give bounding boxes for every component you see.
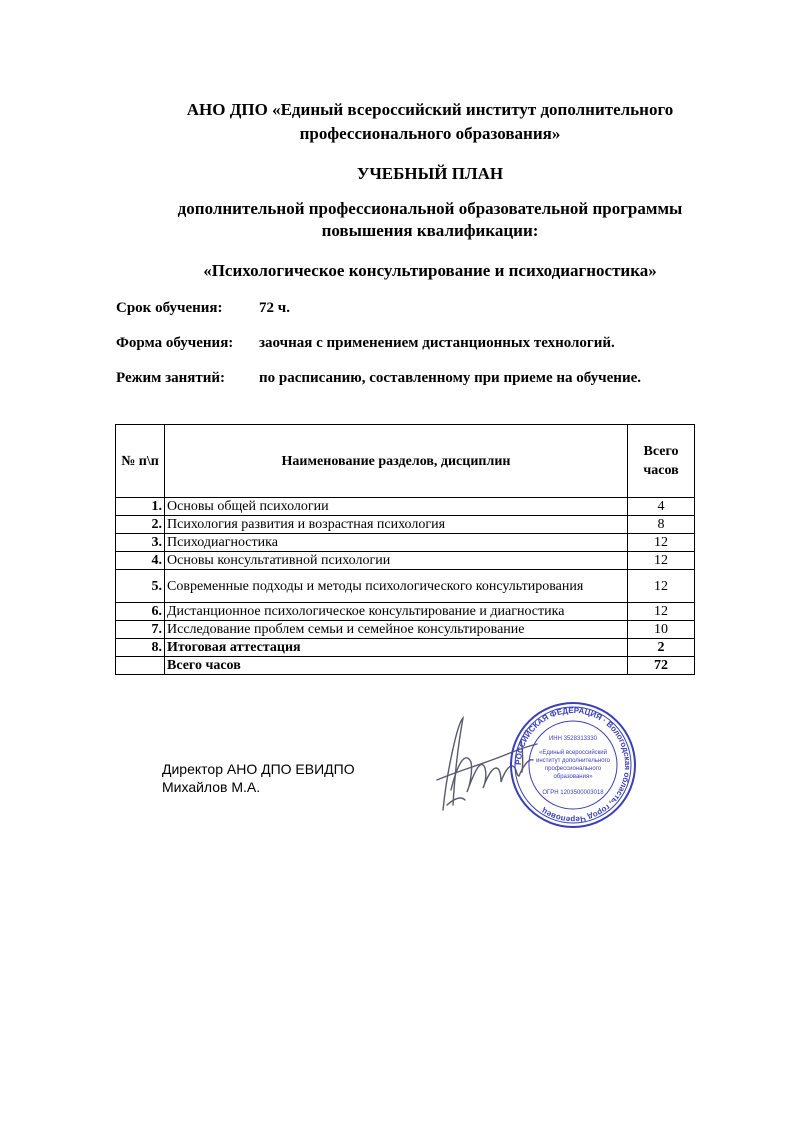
row-num: 5. xyxy=(116,570,165,603)
row-hours: 12 xyxy=(628,534,695,552)
stamp-inner-line2: институт дополнительного xyxy=(536,758,610,764)
document-title: УЧЕБНЫЙ ПЛАН xyxy=(356,164,504,183)
duration-value: 72 ч. xyxy=(259,300,290,316)
header-name: Наименование разделов, дисциплин xyxy=(165,425,628,498)
organization-name-line2: профессионального образования» xyxy=(299,124,561,143)
director-name: Михайлов М.А. xyxy=(162,779,261,795)
organization-name xyxy=(0,98,800,146)
table-row xyxy=(116,552,695,570)
row-name: Итоговая аттестация xyxy=(165,639,628,657)
total-row xyxy=(116,657,695,675)
total-num xyxy=(116,657,165,675)
row-name: Исследование проблем семьи и семейное консультирование xyxy=(165,621,628,639)
header-hours-line2: часов xyxy=(643,463,679,478)
row-hours: 2 xyxy=(628,639,695,657)
row-name: Основы консультативной психологии xyxy=(165,552,628,570)
document-subtitle xyxy=(0,198,800,242)
director-signature-block xyxy=(162,760,355,796)
row-hours: 12 xyxy=(628,570,695,603)
organization-stamp xyxy=(508,700,638,830)
mode-row xyxy=(116,369,641,387)
row-hours: 4 xyxy=(628,498,695,516)
director-position: Директор АНО ДПО ЕВИДПО xyxy=(162,761,355,777)
row-num: 1. xyxy=(116,498,165,516)
table-row xyxy=(116,621,695,639)
mode-label: Режим занятий: xyxy=(116,370,226,386)
table-row xyxy=(116,516,695,534)
row-name: Современные подходы и методы психологического консультирования xyxy=(165,570,628,603)
row-num: 4. xyxy=(116,552,165,570)
table-row xyxy=(116,534,695,552)
stamp-inner-line4: образования» xyxy=(553,774,593,780)
curriculum-table xyxy=(115,424,695,675)
organization-name-line1: АНО ДПО «Единый всероссийский институт дополнительного xyxy=(186,100,674,119)
table-row xyxy=(116,603,695,621)
duration-row xyxy=(116,299,290,317)
table-row xyxy=(116,639,695,657)
stamp-inner-line1: «Единый всероссийский xyxy=(539,750,607,756)
row-hours: 12 xyxy=(628,552,695,570)
row-num: 7. xyxy=(116,621,165,639)
header-hours xyxy=(628,425,695,498)
row-name: Психодиагностика xyxy=(165,534,628,552)
header-num: № п\п xyxy=(116,425,165,498)
row-name: Психология развития и возрастная психология xyxy=(165,516,628,534)
form-row xyxy=(116,334,615,352)
row-num: 2. xyxy=(116,516,165,534)
table-row xyxy=(116,570,695,603)
mode-value: по расписанию, составленному при приеме на обучение. xyxy=(259,370,641,386)
row-name: Основы общей психологии xyxy=(165,498,628,516)
stamp-ogrn: ОГРН 1203500003018 xyxy=(542,790,604,796)
form-label: Форма обучения: xyxy=(116,335,234,351)
row-num: 6. xyxy=(116,603,165,621)
table-header-row xyxy=(116,425,695,498)
total-label: Всего часов xyxy=(165,657,628,675)
row-num: 8. xyxy=(116,639,165,657)
document-subtitle-line1: дополнительной профессиональной образовательной программы xyxy=(177,199,683,218)
row-hours: 12 xyxy=(628,603,695,621)
duration-label: Срок обучения: xyxy=(116,300,223,316)
total-hours: 72 xyxy=(628,657,695,675)
stamp-inner-line3: профессионального xyxy=(544,766,602,772)
document-subtitle-line2: повышения квалификации: xyxy=(321,221,539,240)
row-hours: 10 xyxy=(628,621,695,639)
row-hours: 8 xyxy=(628,516,695,534)
header-hours-line1: Всего xyxy=(643,444,679,459)
program-name: «Психологическое консультирование и психодиагностика» xyxy=(203,261,657,280)
table-row xyxy=(116,498,695,516)
stamp-outer-text: РОССИЙСКАЯ ФЕДЕРАЦИЯ · Вологодская область, город Череповец xyxy=(513,705,633,825)
row-name: Дистанционное психологическое консультирование и диагностика xyxy=(165,603,628,621)
stamp-inn: ИНН 3528313330 xyxy=(548,736,598,742)
row-num: 3. xyxy=(116,534,165,552)
form-value: заочная с применением дистанционных технологий. xyxy=(259,335,615,351)
